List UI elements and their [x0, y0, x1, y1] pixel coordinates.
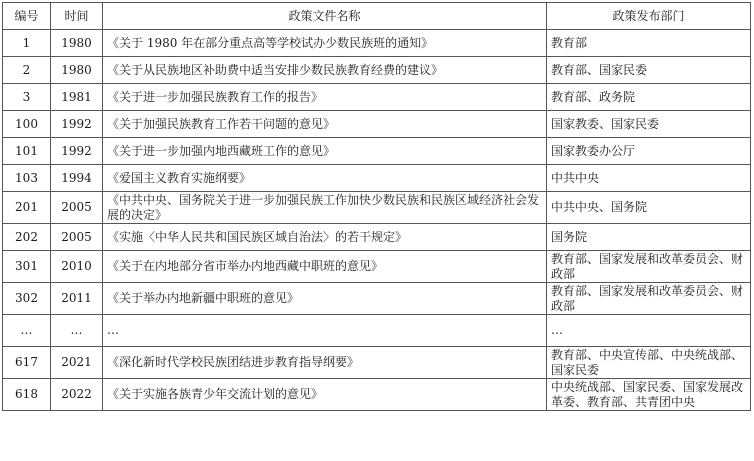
table-row	[3, 111, 751, 138]
cell-year: 2011	[51, 283, 103, 315]
header-title: 政策文件名称	[103, 3, 547, 30]
cell-title: 《关于从民族地区补助费中适当安排少数民族教育经费的建议》	[103, 57, 547, 84]
header-year: 时间	[51, 3, 103, 30]
cell-title: 《关于在内地部分省市举办内地西藏中职班的意见》	[103, 251, 547, 283]
table-row	[3, 192, 751, 224]
cell-year: 1992	[51, 138, 103, 165]
header-row	[3, 3, 751, 30]
cell-number: 301	[3, 251, 51, 283]
cell-title: 《爱国主义教育实施纲要》	[103, 165, 547, 192]
cell-department: 中共中央、国务院	[547, 192, 751, 224]
cell-number: …	[3, 315, 51, 347]
cell-number: 617	[3, 347, 51, 379]
cell-title: 《关于实施各族青少年交流计划的意见》	[103, 379, 547, 411]
table-row	[3, 315, 751, 347]
cell-department: 中共中央	[547, 165, 751, 192]
table-row	[3, 224, 751, 251]
cell-number: 202	[3, 224, 51, 251]
cell-title: 《中共中央、国务院关于进一步加强民族工作加快少数民族和民族区域经济社会发展的决定》	[103, 192, 547, 224]
cell-department: 国家教委办公厅	[547, 138, 751, 165]
table-row	[3, 165, 751, 192]
cell-number: 618	[3, 379, 51, 411]
cell-department: 教育部、国家民委	[547, 57, 751, 84]
header-number: 编号	[3, 3, 51, 30]
cell-year: 1980	[51, 30, 103, 57]
cell-title: 《关于 1980 年在部分重点高等学校试办少数民族班的通知》	[103, 30, 547, 57]
cell-number: 103	[3, 165, 51, 192]
cell-title: …	[103, 315, 547, 347]
cell-number: 3	[3, 84, 51, 111]
cell-title: 《实施〈中华人民共和国民族区域自治法〉的若干规定》	[103, 224, 547, 251]
cell-department: 教育部、国家发展和改革委员会、财政部	[547, 251, 751, 283]
cell-number: 2	[3, 57, 51, 84]
cell-department: 国务院	[547, 224, 751, 251]
cell-year: 2021	[51, 347, 103, 379]
cell-title: 《关于进一步加强内地西藏班工作的意见》	[103, 138, 547, 165]
cell-year: …	[51, 315, 103, 347]
cell-number: 201	[3, 192, 51, 224]
table-row	[3, 283, 751, 315]
cell-year: 2010	[51, 251, 103, 283]
cell-year: 1994	[51, 165, 103, 192]
cell-year: 2022	[51, 379, 103, 411]
cell-department: 教育部	[547, 30, 751, 57]
cell-year: 1980	[51, 57, 103, 84]
cell-department: …	[547, 315, 751, 347]
table-row	[3, 30, 751, 57]
cell-department: 教育部、国家发展和改革委员会、财政部	[547, 283, 751, 315]
policy-table	[2, 2, 751, 411]
table-row	[3, 84, 751, 111]
cell-number: 100	[3, 111, 51, 138]
table-row	[3, 57, 751, 84]
cell-department: 国家教委、国家民委	[547, 111, 751, 138]
cell-year: 2005	[51, 224, 103, 251]
table-row	[3, 251, 751, 283]
cell-number: 302	[3, 283, 51, 315]
table-row	[3, 138, 751, 165]
cell-number: 101	[3, 138, 51, 165]
table-row	[3, 347, 751, 379]
cell-department: 中央统战部、国家民委、国家发展改革委、教育部、共青团中央	[547, 379, 751, 411]
table-row	[3, 379, 751, 411]
cell-title: 《深化新时代学校民族团结进步教育指导纲要》	[103, 347, 547, 379]
cell-year: 1992	[51, 111, 103, 138]
cell-title: 《关于加强民族教育工作若干问题的意见》	[103, 111, 547, 138]
cell-year: 1981	[51, 84, 103, 111]
cell-number: 1	[3, 30, 51, 57]
cell-title: 《关于进一步加强民族教育工作的报告》	[103, 84, 547, 111]
cell-department: 教育部、中央宣传部、中央统战部、国家民委	[547, 347, 751, 379]
cell-title: 《关于举办内地新疆中职班的意见》	[103, 283, 547, 315]
cell-year: 2005	[51, 192, 103, 224]
cell-department: 教育部、政务院	[547, 84, 751, 111]
header-department: 政策发布部门	[547, 3, 751, 30]
